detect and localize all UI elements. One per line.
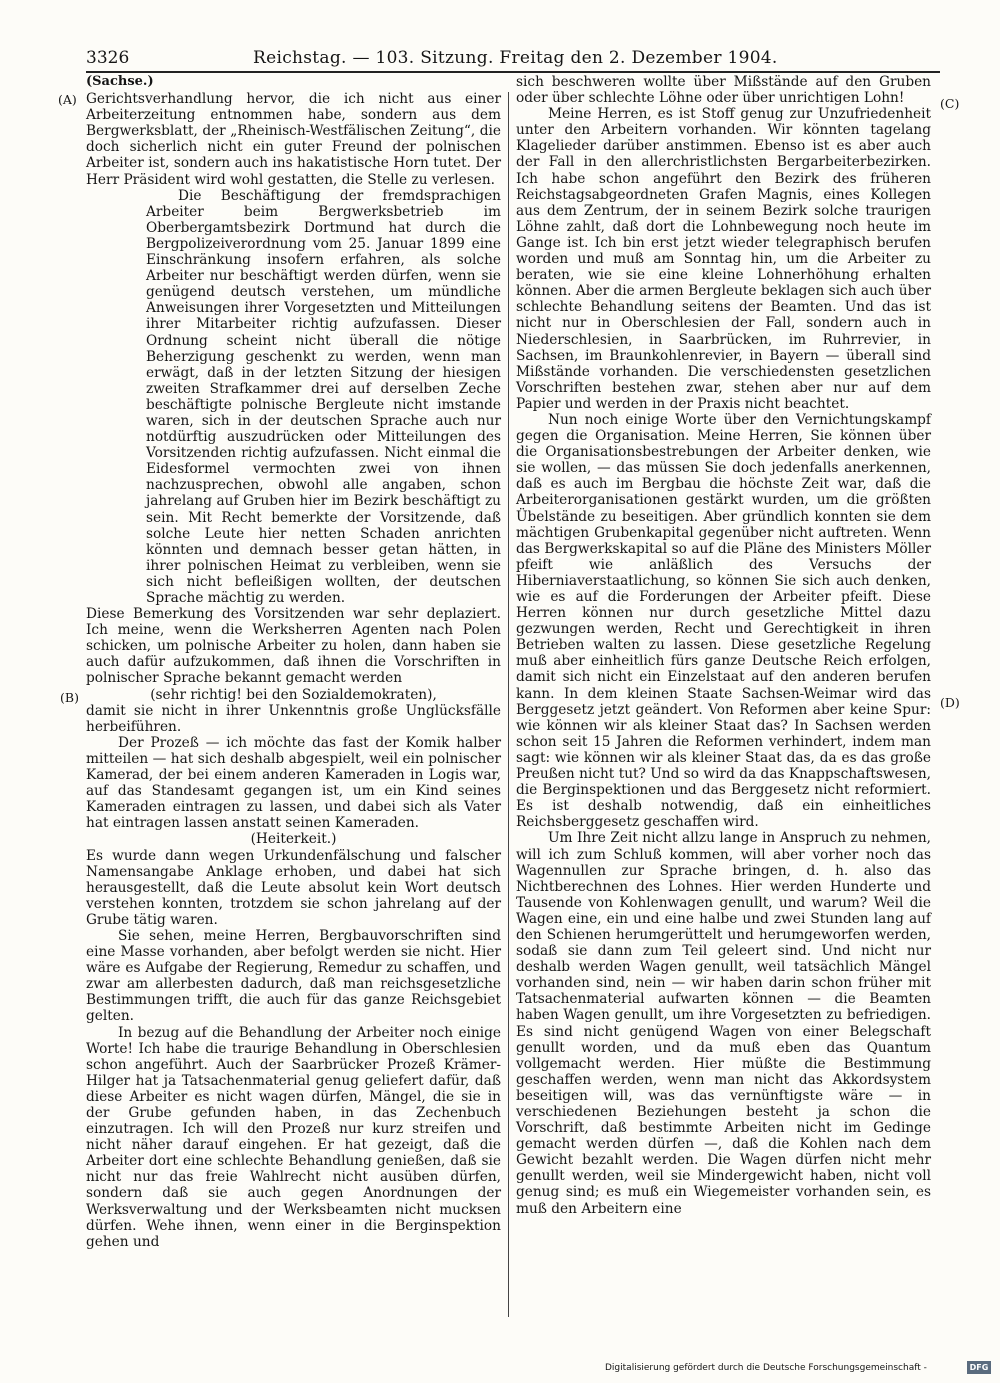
paragraph: Es wurde dann wegen Urkundenfälschung und falscher Namensangabe Anklage erhoben, und dabei hat sich herausgestellt, daß die Leute absolut kein Wort deutsch verstehen konnten, trotzdem sie schon jahrelang auf der Grube tätig waren.	[86, 847, 501, 928]
page-header	[86, 47, 940, 71]
right-column	[516, 74, 931, 1217]
interjection: (Heiterkeit.)	[250, 831, 337, 848]
paragraph: Der Prozeß — ich möchte das fast der Komik halber mitteilen — hat sich deshalb abgespielt, weil ein polnischer Kamerad, der bei einem anderen Kameraden in Logis war, auf das Standesamt gegangen ist, um ein Kind seines Kameraden eintragen zu lassen, und dabei sich als Vater hat eintragen lassen anstatt seinen Kameraden.	[86, 734, 501, 832]
paragraph: Diese Bemerkung des Vorsitzenden war sehr deplaziert. Ich meine, wenn die Werksherren Agenten nach Polen schicken, um polnische Arbeiter zu holen, dann haben sie auch dafür aufzukommen, daß ihnen die Vorschriften in polnischer Sprache bekannt gemacht werden	[86, 606, 501, 687]
dfg-logo-icon: DFG	[967, 1361, 991, 1374]
block-quote: Die Beschäftigung der fremdsprachigen Arbeiter beim Bergwerksbetrieb im Oberbergamtsbezirk Dortmund hat durch die Bergpolizeiverordnung vom 25. Januar 1899 eine Einschränkung insofern erfahren, als solche Arbeiter nur beschäftigt werden dürfen, wenn sie genügend deutsch verstehen, um mündliche Anweisungen ihrer Vorgesetzten und Mitteilungen ihrer Mitarbeiter richtig aufzufassen. Dieser Ordnung scheint nicht überall die nötige Beherzigung geschenkt zu werden, wenn man erwägt, daß in der letzten Sitzung der hiesigen zweiten Strafkammer drei auf derselben Zeche beschäftigte polnische Bergleute nicht imstande waren, sich in der deutschen Sprache auch nur notdürftig auszudrücken oder Mitteilungen des Vorsitzenden richtig aufzufassen. Nicht einmal die Eidesformel vermochten zwei von ihnen nachzusprechen, obwohl alle angaben, schon jahrelang auf Gruben hier im Bezirk beschäftigt zu sein. Mit Recht bemerkte der Vorsitzende, daß solche Leute hier netten Schaden anrichten könnten und demnach besser getan hätten, in ihrer polnischen Heimat zu verbleiben, wenn sie sich nicht befleißigen wollten, der deutschen Sprache mächtig zu werden.	[146, 187, 501, 606]
speaker-name: (Sachse.)	[86, 74, 154, 89]
header-rule	[86, 71, 940, 73]
paragraph: Sie sehen, meine Herren, Bergbauvorschriften sind eine Masse vorhanden, aber befolgt werden sie nicht. Hier wäre es Aufgabe der Regierung, Remedur zu schaffen, und zwar am allerbesten dadurch, daß man reichsgesetzliche Bestimmungen trifft, die auch für das ganze Reichsgebiet gelten.	[86, 927, 501, 1025]
margin-marker-c: (C)	[940, 96, 960, 111]
margin-marker-a: (A)	[58, 92, 77, 107]
paragraph: In bezug auf die Behandlung der Arbeiter noch einige Worte! Ich habe die traurige Behandlung in Oberschlesien schon angeführt. Auch der Saarbrücker Prozeß Krämer-Hilger hat ja Tatsachenmaterial genug geliefert dafür, daß diese Arbeiter es nicht wagen dürfen, Mängel, die sie in der Grube gefunden haben, in das Zechenbuch einzutragen. Ich will den Prozeß nur kurz streifen und nicht näher darauf eingehen. Er hat gezeigt, daß die Arbeiter dort eine schlechte Behandlung genießen, daß sie nicht nur das freie Wahlrecht nicht ausüben dürfen, sondern daß sie auch gegen Anordnungen der Werksverwaltung und der Werksbeamten nicht mucksen dürfen. Wehe ihnen, wenn einer in die Berginspektion gehen und	[86, 1024, 501, 1250]
paragraph: Um Ihre Zeit nicht allzu lange in Anspruch zu nehmen, will ich zum Schluß kommen, will aber vorher noch das Wagennullen zur Sprache bringen, d. h. also das Nichtberechnen des Lohnes. Hier werden Hunderte und Tausende von Kohlenwagen genullt, und warum? Weil die Wagen eine, ein und eine halbe und zwei Stunden lang auf den Schienen herumgerüttelt und herumgeworfen werden, sodaß sie dann zum Teil geleert sind. Und nicht nur deshalb werden Wagen genullt, weil tatsächlich Mängel vorhanden sind, nein — wir haben darin schon früher mit Tatsachenmaterial aufwarten können — die Beamten haben Wagen genullt, um ihre Vorgesetzten zu befriedigen. Es sind nicht genügend Wagen von einer Belegschaft genullt worden, und da muß eben das Quantum vollgemacht werden. Hier müßte die Bestimmung geschaffen werden, wenn man nicht das Akkordsystem beseitigen will, was das vernünftigste wäre — in verschiedenen Beziehungen besteht ja schon die Vorschrift, daß bestimmte Arbeiten nicht im Gedinge gemacht werden dürfen —, daß die Kohlen nach dem Gewicht bezahlt werden. Die Wagen dürfen nicht mehr genullt werden, weil sie Mindergewicht haben, nicht voll genug sind; es muß ein Wiegemeister vorhanden sein, es muß den Arbeitern eine	[516, 830, 931, 1217]
margin-marker-b: (B)	[60, 690, 79, 705]
paragraph: Meine Herren, es ist Stoff genug zur Unzufriedenheit unter den Arbeitern vorhanden. Wir könnten tagelang Klagelieder darüber anstimmen. Ebenso ist es aber auch der Fall in den allerchristlichsten Bergarbeiterbezirken. Ich habe schon angeführt den Bezirk des früheren Reichstagsabgeordneten Grafen Magnis, eines Kollegen aus dem Zentrum, der in seinem Bezirk solche traurigen Löhne zahlt, daß dort die Lohnbewegung noch heute im Gange ist. Ich bin erst jetzt wieder telegraphisch berufen worden und muß am Sonntag hin, um die Arbeiter zu beraten, wie sie eine kleine Lohnerhöhung erhalten können. Aber die armen Bergleute beklagen sich auch über schlechte Behandlung seitens der Beamten. Und das ist nicht nur in Oberschlesien der Fall, sondern auch in Niederschlesien, in Saarbrücken, im Ruhrrevier, in Sachsen, im Braunkohlenrevier, in Bayern — überall sind Mißstände vorhanden. Die verschiedensten gesetzlichen Vorschriften bestehen zwar, stehen aber nur auf dem Papier und werden in der Praxis nicht beachtet.	[516, 106, 931, 412]
column-divider	[508, 92, 509, 1317]
paragraph: Nun noch einige Worte über den Vernichtungskampf gegen die Organisation. Meine Herren, Sie können über die Organisationsbestrebungen der Arbeiter denken, wie sie wollen, — das müssen Sie doch jedenfalls anerkennen, daß es auch im Bergbau die höchste Zeit war, daß die Arbeiterorganisationen gestärkt wurden, um die größten Übelstände zu beseitigen. Aber gründlich konnten sie dem mächtigen Grubenkapital gegenüber nicht auftreten. Wenn das Bergwerkskapital so auf die Pläne des Ministers Möller pfeift wie anläßlich des Versuchs der Hiberniaverstaatlichung, so können Sie sich auch denken, wie es auf die Forderungen der Arbeiter pfeift. Diese Herren können nur durch gesetzliche Mittel dazu gezwungen werden, Recht und Gerechtigkeit in ihren Betrieben walten zu lassen. Diese gesetzliche Regelung muß aber einheitlich fürs ganze Deutsche Reich erfolgen, damit sich nicht ein Einzelstaat auf den anderen berufen kann. In dem kleinen Staate Sachsen-Weimar wird das Berggesetz jetzt geändert. Von Reformen aber keine Spur: wie können wir als kleiner Staat das? In Sachsen werden schon seit 15 Jahren die Reformen verhindert, indem man sagt: wie können wir als kleiner Staat das, da es das große Preußen nicht tut? Und so wird da das Knappschaftswesen, die Berginspektionen und das Berggesetz nicht reformiert. Es ist deshalb notwendig, daß ein einheitliches Reichsberggesetz geschaffen wird.	[516, 411, 931, 831]
left-column	[86, 74, 501, 1250]
page-number: 3326	[86, 48, 130, 68]
margin-marker-d: (D)	[940, 695, 960, 710]
digitization-credit: Digitalisierung gefördert durch die Deutsche Forschungsgemeinschaft -	[605, 1363, 927, 1373]
interjection: (sehr richtig! bei den Sozialdemokraten),	[150, 686, 437, 703]
paragraph: Gerichtsverhandlung hervor, die ich nicht aus einer Arbeiterzeitung entnommen habe, sondern aus dem Bergwerksblatt, der „Rheinisch-Westfälischen Zeitung“, die doch sicherlich nicht ein guter Freund der polnischen Arbeiter ist, sondern auch ins hakatistische Horn tutet. Der Herr Präsident wird wohl gestatten, die Stelle zu verlesen.	[86, 91, 501, 188]
paragraph: damit sie nicht in ihrer Unkenntnis große Unglücksfälle herbeiführen.	[86, 702, 501, 735]
running-head: Reichstag. — 103. Sitzung. Freitag den 2. Dezember 1904.	[253, 48, 778, 68]
paragraph: sich beschweren wollte über Mißstände auf den Gruben oder über schlechte Löhne oder über unrichtigen Lohn!	[516, 74, 931, 107]
